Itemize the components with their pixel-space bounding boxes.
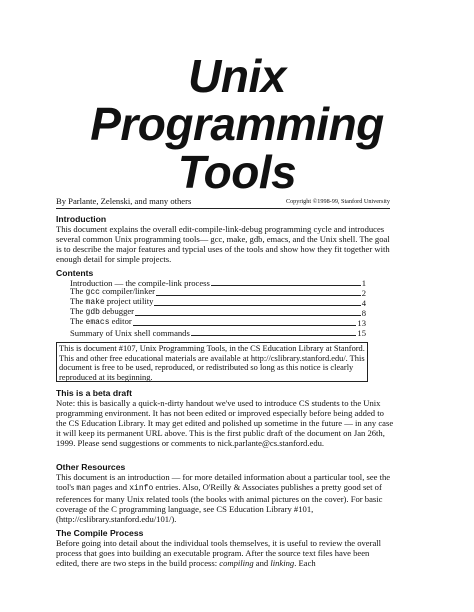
section-introduction xyxy=(56,214,394,264)
toc-label: The make project utility xyxy=(70,296,154,307)
library-notice-text: This is document #107, Unix Programming Tools, in the CS Education Library at Stanford. This and other free educational materials are available at http://cslibrary.stanford.edu/. This document is free to be used, reproduced, or redistributed so long as this notice is clearly reproduced at its beginning. xyxy=(59,344,365,382)
toc-leader xyxy=(135,315,361,316)
toc-label: The emacs editor xyxy=(70,316,132,327)
toc-label: The gdb debugger xyxy=(70,306,135,317)
introduction-text: This document explains the overall edit-compile-link-debug programming cycle and introduces several common Unix programming tools— gcc, make, gdb, emacs, and the Unix shell. The goal is to describe the major features and typcial uses of the tools and show how they fit together with enough detail for simple projects. xyxy=(56,224,390,264)
table-of-contents xyxy=(70,278,366,338)
xinfo-keyword: xinfo xyxy=(129,484,154,493)
resources-text: This document is an introduction — for more detailed information about a particular tool, see the tool's man pages and xinfo entries. Also, O'Reilly & Associates publishes a pretty good set of references for many Unix related tools (the books with animal pictures on the cover). For basic coverage of the C programming language, see CS Education Library #101, (http://cslibrary.stanford.edu/101/). xyxy=(56,472,391,524)
man-keyword: man xyxy=(76,484,91,493)
toc-row[interactable] xyxy=(70,328,366,338)
toc-row[interactable] xyxy=(70,318,366,328)
resources-heading: Other Resources xyxy=(56,462,126,472)
beta-heading: This is a beta draft xyxy=(56,388,132,398)
toc-page-number: 2 xyxy=(361,288,366,298)
byline xyxy=(56,196,390,209)
byline-authors: By Parlante, Zelenski, and many others xyxy=(56,196,192,206)
compile-heading: The Compile Process xyxy=(56,528,144,538)
library-notice-box xyxy=(56,342,368,382)
section-other-resources xyxy=(56,462,394,524)
toc-leader xyxy=(154,305,360,306)
toc-leader xyxy=(191,335,357,336)
compiling-term: compiling xyxy=(219,558,254,568)
toc-label: Introduction — the compile-link process xyxy=(70,278,210,288)
toc-page-number: 15 xyxy=(357,328,366,338)
contents-heading: Contents xyxy=(56,268,94,278)
title-line-2: Programming xyxy=(90,98,384,150)
introduction-heading: Introduction xyxy=(56,214,107,224)
toc-leader xyxy=(133,325,357,326)
toc-label: The gcc compiler/linker xyxy=(70,286,156,297)
section-beta-draft xyxy=(56,388,394,448)
toc-page-number: 1 xyxy=(361,278,366,288)
byline-copyright: Copyright ©1998-99, Stanford University xyxy=(285,198,390,205)
toc-label: Summary of Unix shell commands xyxy=(70,328,190,338)
toc-leader xyxy=(211,285,361,286)
compile-text: Before going into detail about the individual tools themselves, it is useful to review the overall process that goes into building an executable program. After the source text files have been edited, there are two steps in the build process: compiling and linking. Each xyxy=(56,538,382,568)
toc-page-number: 8 xyxy=(361,308,366,318)
toc-page-number: 13 xyxy=(357,318,366,328)
section-contents xyxy=(56,268,394,278)
toc-page-number: 4 xyxy=(361,298,366,308)
title-line-1: Unix xyxy=(188,50,286,102)
beta-text: Note: this is basically a quick-n-dirty handout we've used to introduce CS students to the Unix programming environment. It has not been edited or improved especially before being added to the CS Education Library. It may get edited and polished up sometime in the future — in any case it will keep its permanent URL above. This is the first public draft of the document on Jan 26th, 1999. Please send suggestions or comments to nick.parlante@cs.stanford.edu. xyxy=(56,398,394,448)
section-compile-process xyxy=(56,528,394,568)
toc-leader xyxy=(156,295,361,296)
title-line-3: Tools xyxy=(177,146,297,198)
linking-term: linking xyxy=(270,558,295,568)
